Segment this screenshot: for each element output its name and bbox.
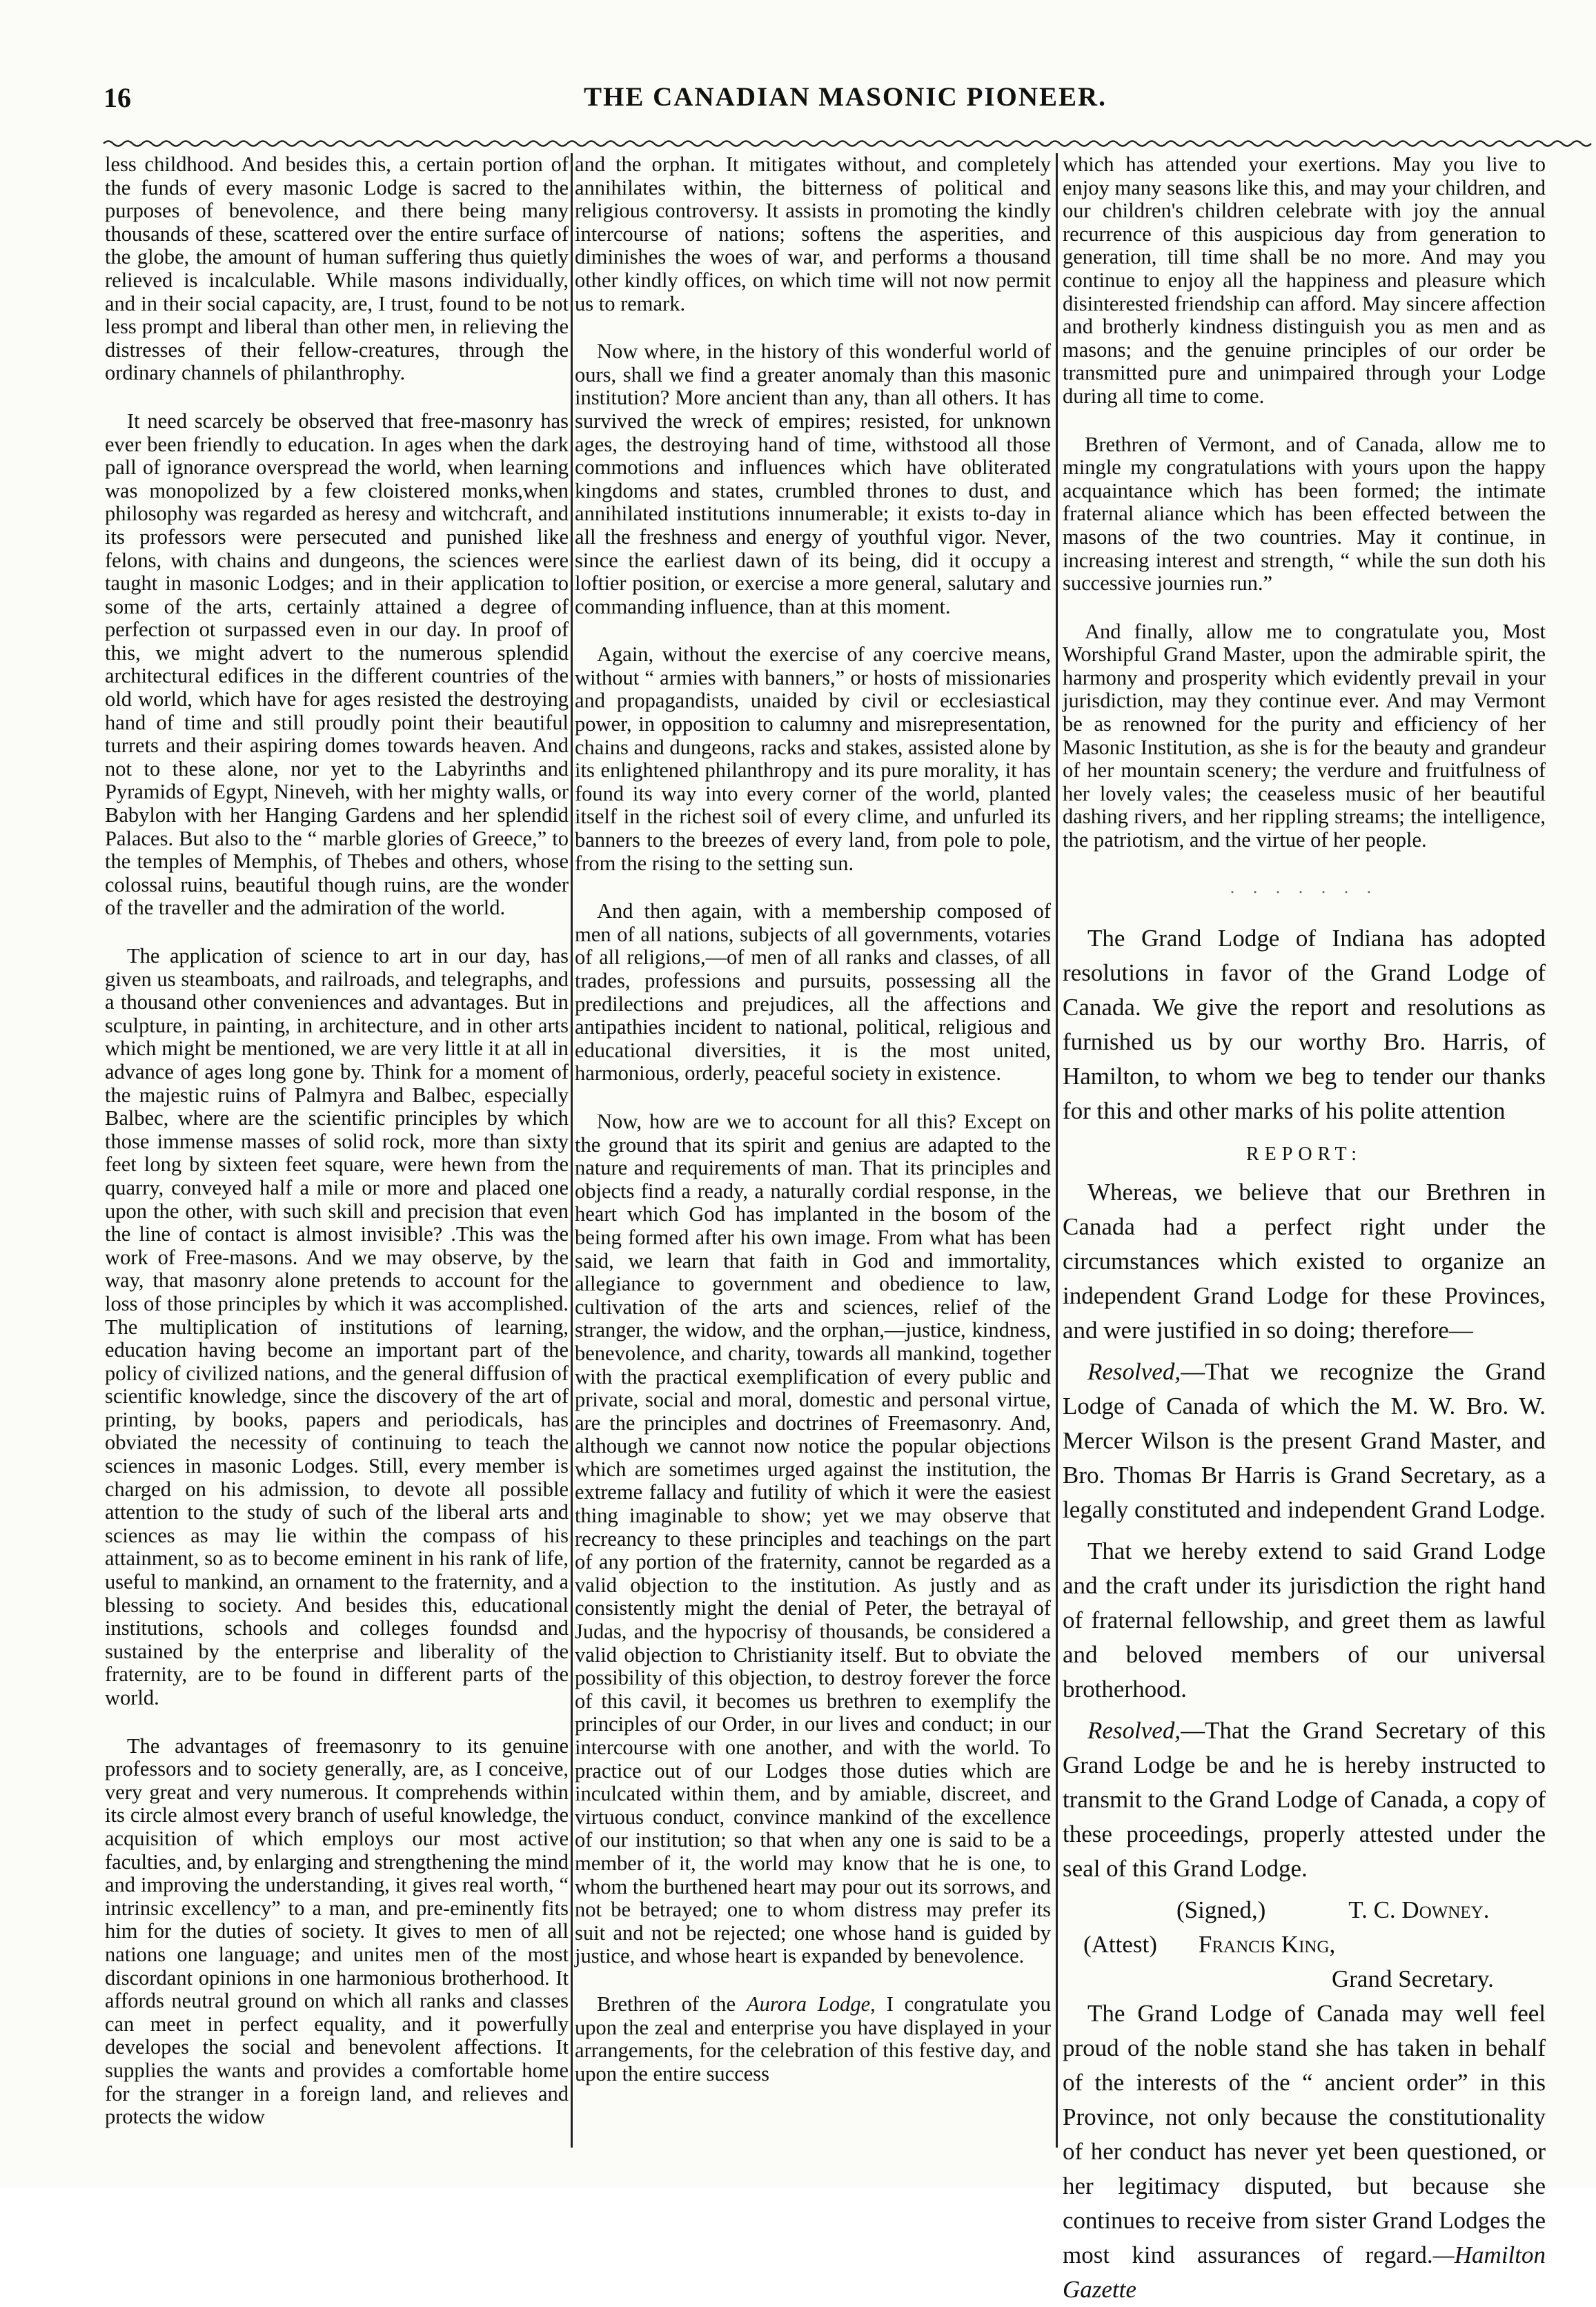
paragraph: Now where, in the history of this wonderful world of ours, shall we find a greater anomaly than this masonic institution? More ancient than any, than all others. It has survived the wreck of empires; resisted, for unknown ages, the destroying hand of time, withstood all those commotions and influences which have obliterated kingdoms and states, crumbled thrones to dust, and annihilated institutions innumerable; it exists to-day in all the freshness and energy of youthful vigor. Never, since the earliest dawn of its being, did it occupy a loftier position, or exercise a more general, salutary and commanding influence, than at this moment. bbox=[575, 340, 1051, 618]
attest-name: Francis King, bbox=[1198, 1930, 1336, 1958]
text-span: I congratulate you upon the zeal and enterprise you have displayed in your arrangements, for the celebration of this festive day, and upon the entire success bbox=[575, 1992, 1052, 2085]
lodge-name: Aurora Lodge, bbox=[747, 1992, 876, 2016]
resolution-1 bbox=[1063, 1355, 1546, 1527]
source-credit: —Hamilton Gazette bbox=[1063, 2241, 1546, 2303]
resolved-label: Resolved, bbox=[1087, 1716, 1181, 1744]
paragraph: It need scarcely be observed that free-masonry has ever been friendly to education. In ages when the dark pall of ignorance overspread the world, when learning was monopolized by a few cloistered monks,when philosophy was regarded as heresy and witchcraft, and its professors were persecuted and punished like felons, with chains and dungeons, the sciences were taught in masonic Lodges; and in their application to some of the arts, certainly attained a degree of perfection ot surpassed even in our day. In proof of this, we might advert to the numerous splendid architectural edifices in the different countries of the old world, which have for ages resisted the destroying hand of time and still proudly point their beautiful turrets and their aspiring domes towards heaven. And not to these alone, nor yet to the Labyrinths and Pyramids of Egypt, Nineveh, with her mighty walls, or Babylon with her Hanging Gardens and her splendid Palaces. But also to the “ marble glories of Greece,” to the temples of Memphis, of Thebes and others, whose colossal ruins, beautiful though ruins, are the wonder of the traveller and the admiration of the world. bbox=[105, 409, 569, 920]
paragraph bbox=[575, 1993, 1051, 2085]
signed-label: (Signed,) bbox=[1176, 1896, 1266, 1923]
column-1 bbox=[105, 153, 569, 2151]
text-span: The Grand Lodge of Canada may well feel proud of the noble stand she has taken in behalf of the interests of the “ ancient order” in this Province, not only because the constitutionality of her conduct has never yet been questioned, or her legitimacy disputed, but because she continues to receive from sister Grand Lodges the most kind assurances of regard. bbox=[1063, 1999, 1546, 2268]
column-rule-right bbox=[1056, 153, 1058, 2148]
closing-paragraph bbox=[1063, 1996, 1546, 2307]
resolved-label: Resolved, bbox=[1087, 1357, 1181, 1385]
article-intro: The Grand Lodge of Indiana has adopted resolutions in favor of the Grand Lodge of Canada. We give the report and resolutions as furnished us by our worthy Bro. Harris, of Hamilton, to whom we beg to tender our thanks for this and other marks of his polite attention bbox=[1063, 924, 1546, 1124]
publication-title: THE CANADIAN MASONIC PIONEER. bbox=[584, 82, 1107, 112]
signed-name: T. C. Downey. bbox=[1348, 1896, 1490, 1923]
page-number: 16 bbox=[104, 82, 131, 113]
whereas-clause: Whereas, we believe that our Brethren in Canada had a perfect right under the circumstances which existed to organize an independent Grand Lodge for these Provinces, and were justified in so doing; therefore— bbox=[1063, 1178, 1546, 1344]
column-3 bbox=[1063, 153, 1546, 2303]
text-span: —That the Grand Secretary of this Grand Lodge be and he is hereby instructed to transmit to the Grand Lodge of Canada, a copy of these proceedings, properly attested under the seal of this Grand Lodge. bbox=[1063, 1716, 1546, 1882]
text-span: —That we recognize the Grand Lodge of Canada of which the M. W. Bro. W. Mercer Wilson is the present Grand Master, and Bro. Thomas Br Harris is Grand Secretary, as a legally constituted and independent Grand Lodge. bbox=[1063, 1357, 1546, 1523]
column-2 bbox=[575, 153, 1051, 2151]
paragraph: Now, how are we to account for all this? Except on the ground that its spirit and genius are adapted to the nature and requirements of man. That its principles and objects find a ready, a naturally cordial response, in the heart which God has implanted in the bosom of the being formed after his own image. From what has been said, we learn that faith in God and immortality, allegiance to government and obedience to law, cultivation of the arts and sciences, relief of the stranger, the widow, and the orphan,—justice, kindness, benevolence, and charity, towards all mankind, together with the practical exemplification of every public and private, social and moral, domestic and personal virtue, are the principles and doctrines of Freemasonry. And, although we cannot now notice the popular objections which are sometimes urged against the institution, the extreme fallacy and futility of which it were the easiest thing imaginable to show; yet we may observe that recreancy to these principles and teachings on the part of any portion of the fraternity, cannot be regarded as a valid objection to the institution. As justly and as consistently might the denial of Peter, the betrayal of Judas, and the hypocrisy of thousands, be considered a valid objection to Christianity itself. But to obviate the possibility of this objection, to destroy forever the force of this cavil, it becomes us brethren to exemplify the principles of our Order, in our lives and conduct; in our intercourse with one another, and with the world. To practice out of our Lodges those duties which are inculcated within them, and by amiable, discreet, and virtuous conduct, convince mankind of the excellence of our institution; so that when any one is said to be a member of it, the world may know that he is one, to whom the burthened heart may pour out its sorrows, and not be betrayed; one to whom distress may prefer its suit and not be rejected; one whose hand is guided by justice, and whose heart is expanded by benevolence. bbox=[575, 1109, 1051, 1968]
paragraph: and the orphan. It mitigates without, and completely annihilates within, the bitterness of political and religious controversy. It assists in promoting the kindly intercourse of nations; softens the asperities, and diminishes the woes of war, and performs a thousand other kindly offices, on which time will not now permit us to remark. bbox=[575, 153, 1051, 315]
column-rule-left bbox=[571, 153, 573, 2148]
resolution-1-continued: That we hereby extend to said Grand Lodge and the craft under its jurisdiction the right hand of fraternal fellowship, and greet them as lawful and beloved members of our universal brotherhood. bbox=[1063, 1537, 1546, 1702]
paragraph: And finally, allow me to congratulate you, Most Worshipful Grand Master, upon the admirable spirit, the harmony and prosperity which evidently prevail in your jurisdiction, may they continue ever. And may Vermont be as renowned for the purity and efficiency of her Masonic Institution, as she is for the beauty and grandeur of her mountain scenery; the verdure and fruitfulness of her lovely vales; the ceaseless music of her beautiful dashing rivers, and her rippling streams; the intelligence, the patriotism, and the virtue of her people. bbox=[1063, 619, 1546, 852]
paragraph: less childhood. And besides this, a certain portion of the funds of every masonic Lodge is sacred to the purposes of benevolence, and there being many thousands of these, scattered over the entire surface of the globe, the amount of human suffering thus quietly relieved is incalculable. While masons individually, and in their social capacity, are, I trust, found to be not less prompt and liberal than other men, in relieving the distresses of their fellow-creatures, through the ordinary channels of philanthrophy. bbox=[105, 153, 569, 385]
paragraph: which has attended your exertions. May you live to enjoy many seasons like this, and may your children, and our children's children celebrate with joy the annual recurrence of this auspicious day from generation to generation, till time shall be no more. And may you continue to enjoy all the happiness and pleasure which disinterested friendship can afford. May sincere affection and brotherly kindness distinguish you as men and as masons; and the genuine principles of our order be transmitted pure and unimpaired through your Lodge during all time to come. bbox=[1063, 153, 1546, 408]
header-wavy-rule bbox=[104, 138, 1587, 149]
report-heading: REPORT: bbox=[1245, 1143, 1363, 1165]
signature-block bbox=[1063, 1893, 1546, 1996]
section-separator: . . . . . . . bbox=[1230, 876, 1379, 897]
paragraph: And then again, with a membership composed of men of all nations, subjects of all governments, votaries of all religions,—of men of all ranks and classes, of all trades, professions and pursuits, possessing all the predilections and prejudices, all the affections and antipathies incident to national, political, religious and educational diversities, it is the most united, harmonious, orderly, peaceful society in existence. bbox=[575, 899, 1051, 1086]
paragraph: The advantages of freemasonry to its genuine professors and to society generally, are, as I conceive, very great and very numerous. It comprehends within its circle almost every branch of useful knowledge, the acquisition of which employs our most active faculties, and, by enlarging and strengthening the mind and improving the understanding, it gives real worth, “ intrinsic excellency” to a man, and pre-eminently fits him for the duties of society. It gives to men of all nations one language; and unites men of the most discordant opinions in one harmonious brotherhood. It affords neutral ground on which all ranks and classes can meet in perfect equality, and it powerfully developes the social and benevolent affections. It supplies the wants and provides a comfortable home for the stranger in a foreign land, and relieves and protects the widow bbox=[105, 1734, 569, 2129]
resolution-2 bbox=[1063, 1714, 1546, 1886]
attest-label: (Attest) bbox=[1083, 1930, 1157, 1958]
text-span: Brethren of the bbox=[597, 1992, 747, 2016]
attest-title: Grand Secretary. bbox=[1332, 1965, 1494, 1992]
paragraph: Brethren of Vermont, and of Canada, allow me to mingle my congratulations with yours upon the happy acquaintance which has been formed; the intimate fraternal aliance which has been effected between the masons of the two countries. May it continue, in increasing interest and strength, “ while the sun doth his successive journies run.” bbox=[1063, 432, 1546, 596]
page-header bbox=[104, 81, 1587, 123]
paragraph: Again, without the exercise of any coercive means, without “ armies with banners,” or hosts of missionaries and propagandists, unaided by civil or ecclesiastical power, in opposition to calumny and misrepresentation, chains and dungeons, racks and stakes, assisted alone by its enlightened philanthropy and its pure morality, it has found its way into every corner of the world, planted itself in the richest soil of every clime, and unfurled its banners to the breezes of every land, from pole to pole, from the rising to the setting sun. bbox=[575, 642, 1051, 875]
paragraph: The application of science to art in our day, has given us steamboats, and railroads, and telegraphs, and a thousand other conveniences and advantages. But in sculpture, in painting, in architecture, and in other arts which might be mentioned, we are very little it at all in advance of ages long gone by. Think for a moment of the majestic ruins of Palmyra and Balbec, especially Balbec, where are the scientific principles by which those immense masses of solid rock, more than sixty feet long by sixteen feet square, were hewn from the quarry, conveyed half a mile or more and placed one upon the other, with such skill and precision that even the line of contact is almost invisible? .This was the work of Free-masons. And we may observe, by the way, that masonry alone pretends to account for the loss of those principles by which it was accomplished. The multiplication of institutions of learning, education having become an important part of the policy of civilized nations, and the general diffusion of scientific knowledge, since the discovery of the art of printing, by books, papers and periodicals, has obviated the necessity of continuing to teach the sciences in masonic Lodges. Still, every member is charged on his admission, to devote all possible attention to the study of such of the liberal arts and sciences as may lie within the compass of his attainment, so as to become eminent in his rank of life, useful to mankind, an ornament to the fraternity, and a blessing to society. And besides this, educational institutions, schools and colleges foundsd and sustained by the enterprise and liberality of the fraternity, are to be found in different parts of the world. bbox=[105, 944, 569, 1709]
